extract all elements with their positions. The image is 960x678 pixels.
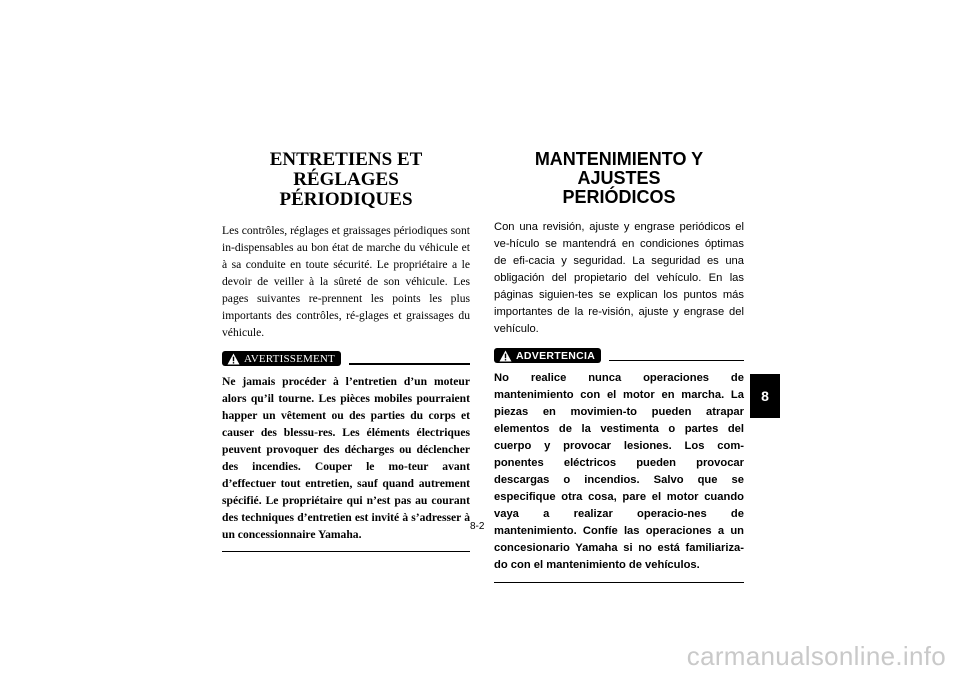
french-warning-rule (349, 363, 470, 365)
spanish-title (494, 150, 744, 207)
spanish-title-line1: MANTENIMIENTO Y AJUSTES (534, 149, 704, 188)
french-title-line1: ENTRETIENS ET RÉGLAGES (269, 149, 423, 190)
spanish-warning-badge (494, 348, 601, 363)
spanish-body-text: Con una revisión, ajuste y engrase periódicos el ve-hículo se mantendrá en condiciones óptimas de efi-cacia y seguridad. La seguridad es una obligación del propietario del vehículo. En las páginas siguien-tes se explican los puntos más importantes de la re-visión, ajuste y engrase del vehículo. (494, 220, 744, 335)
spanish-title-line2: PERIÓDICOS (562, 186, 676, 207)
french-warning-label: AVERTISSEMENT (244, 352, 335, 365)
page-number: 8-2 (470, 521, 485, 532)
warning-triangle-icon (227, 353, 240, 365)
french-warning-end-rule (222, 551, 470, 553)
watermark: carmanualsonline.info (686, 641, 946, 671)
french-warning-badge (222, 351, 341, 366)
spanish-warning-label: ADVERTENCIA (516, 349, 596, 362)
spanish-column (494, 150, 744, 583)
french-title (222, 150, 470, 210)
warning-triangle-icon (499, 350, 512, 362)
french-title-line2: PÉRIODIQUES (279, 188, 413, 210)
section-tab: 8 (750, 374, 780, 418)
french-body-text: Les contrôles, réglages et graissages périodiques sont in-dispensables au bon état de marche du véhicule et à sa conduite en toute sécurité. Le propriétaire a le devoir de veiller à la sûreté de son véhicule. Les pages suivantes re-prennent les points les plus importants des contrôles, ré-glages et graissages du véhicule. (222, 223, 470, 339)
french-warning-header (222, 351, 470, 367)
french-warning-text: Ne jamais procéder à l’entretien d’un moteur alors qu’il tourne. Les pièces mobiles pourraient happer un vêtement ou des parties du corps et causer des blessu-res. Les éléments électriques peuvent provoquer des décharges ou déclencher des incendies. Couper le mo-teur avant d’effectuer tout entretien, sauf quand autrement spécifié. Le propriétaire qui n’est pas au courant des techniques d’entretien est invité à s’adresser à un concessionnaire Yamaha. (222, 374, 470, 541)
spanish-warning-rule (609, 360, 744, 362)
spanish-warning-header (494, 348, 744, 364)
spanish-warning-end-rule (494, 582, 744, 584)
spanish-warning-text: No realice nunca operaciones de mantenimiento con el motor en marcha. La piezas en movimien-to pueden atrapar elementos de la vestimenta o partes del cuerpo y provocar lesiones. Los com-ponentes eléctricos pueden provocar descargas o incendios. Salvo que se especifique otra cosa, pare el motor cuando vaya a realizar operacio-nes de mantenimiento. Confíe las operaciones a un concesionario Yamaha si no está familiariza-do con el mantenimiento de vehículos. (494, 371, 744, 571)
french-column (222, 150, 470, 552)
